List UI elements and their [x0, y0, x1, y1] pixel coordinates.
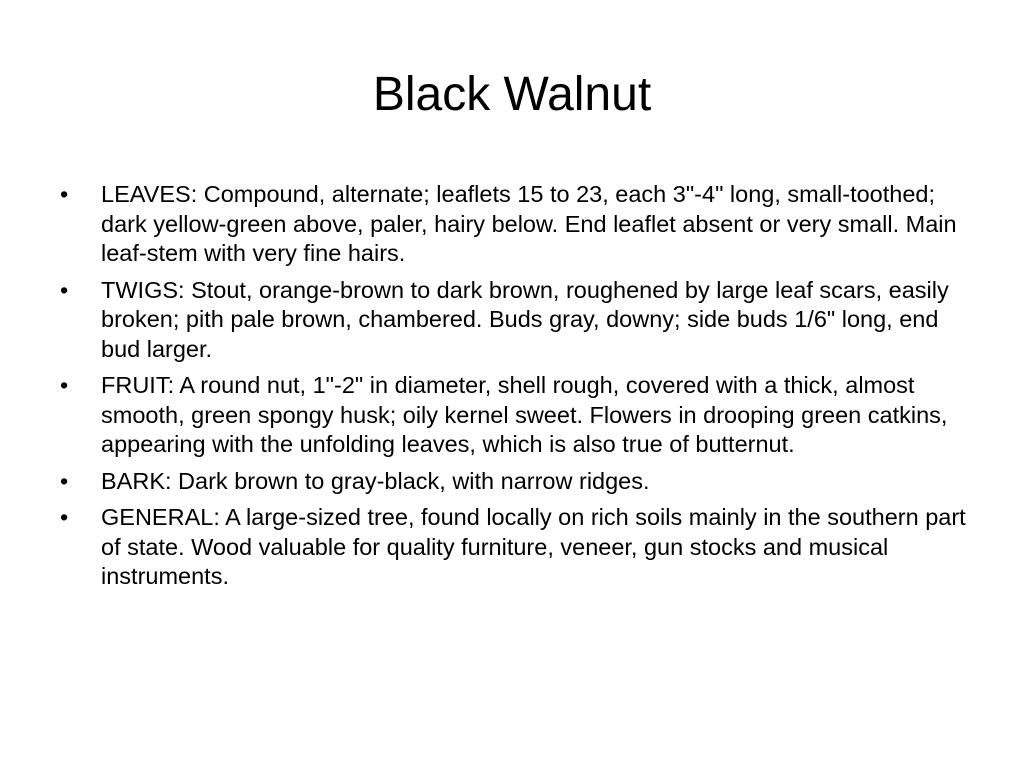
bullet-item-twigs — [58, 276, 978, 365]
bullet-text: BARK: Dark brown to gray-black, with narrow ridges. — [101, 467, 650, 494]
bullet-list — [58, 180, 978, 599]
bullet-dot-icon: • — [60, 372, 69, 398]
bullet-text: LEAVES: Compound, alternate; leaflets 15 to 23, each 3"-4" long, small-toothed; dark yellow-green above, paler, hairy below. End leaflet absent or very small. Main leaf-stem with very fine hairs. — [101, 181, 957, 266]
bullet-text: TWIGS: Stout, orange-brown to dark brown, roughened by large leaf scars, easily broken; pith pale brown, chambered. Buds gray, downy; side buds 1/6" long, end bud larger. — [101, 276, 949, 362]
bullet-item-bark — [58, 467, 978, 497]
bullet-dot-icon: • — [60, 504, 69, 530]
bullet-item-leaves — [58, 180, 978, 269]
bullet-dot-icon: • — [60, 181, 69, 207]
bullet-item-general — [58, 503, 978, 592]
bullet-dot-icon: • — [60, 467, 69, 494]
slide-title: Black Walnut — [372, 68, 652, 121]
bullet-item-fruit — [58, 371, 978, 460]
bullet-text: GENERAL: A large-sized tree, found locally on rich soils mainly in the southern part of state. Wood valuable for quality furniture, veneer, gun stocks and musical instruments. — [101, 504, 966, 589]
bullet-text: FRUIT: A round nut, 1"-2" in diameter, shell rough, covered with a thick, almost smooth, green spongy husk; oily kernel sweet. Flowers in drooping green catkins, appearing with the unfolding leaves, which is also true of butternut. — [101, 372, 948, 457]
bullet-dot-icon: • — [60, 276, 69, 303]
